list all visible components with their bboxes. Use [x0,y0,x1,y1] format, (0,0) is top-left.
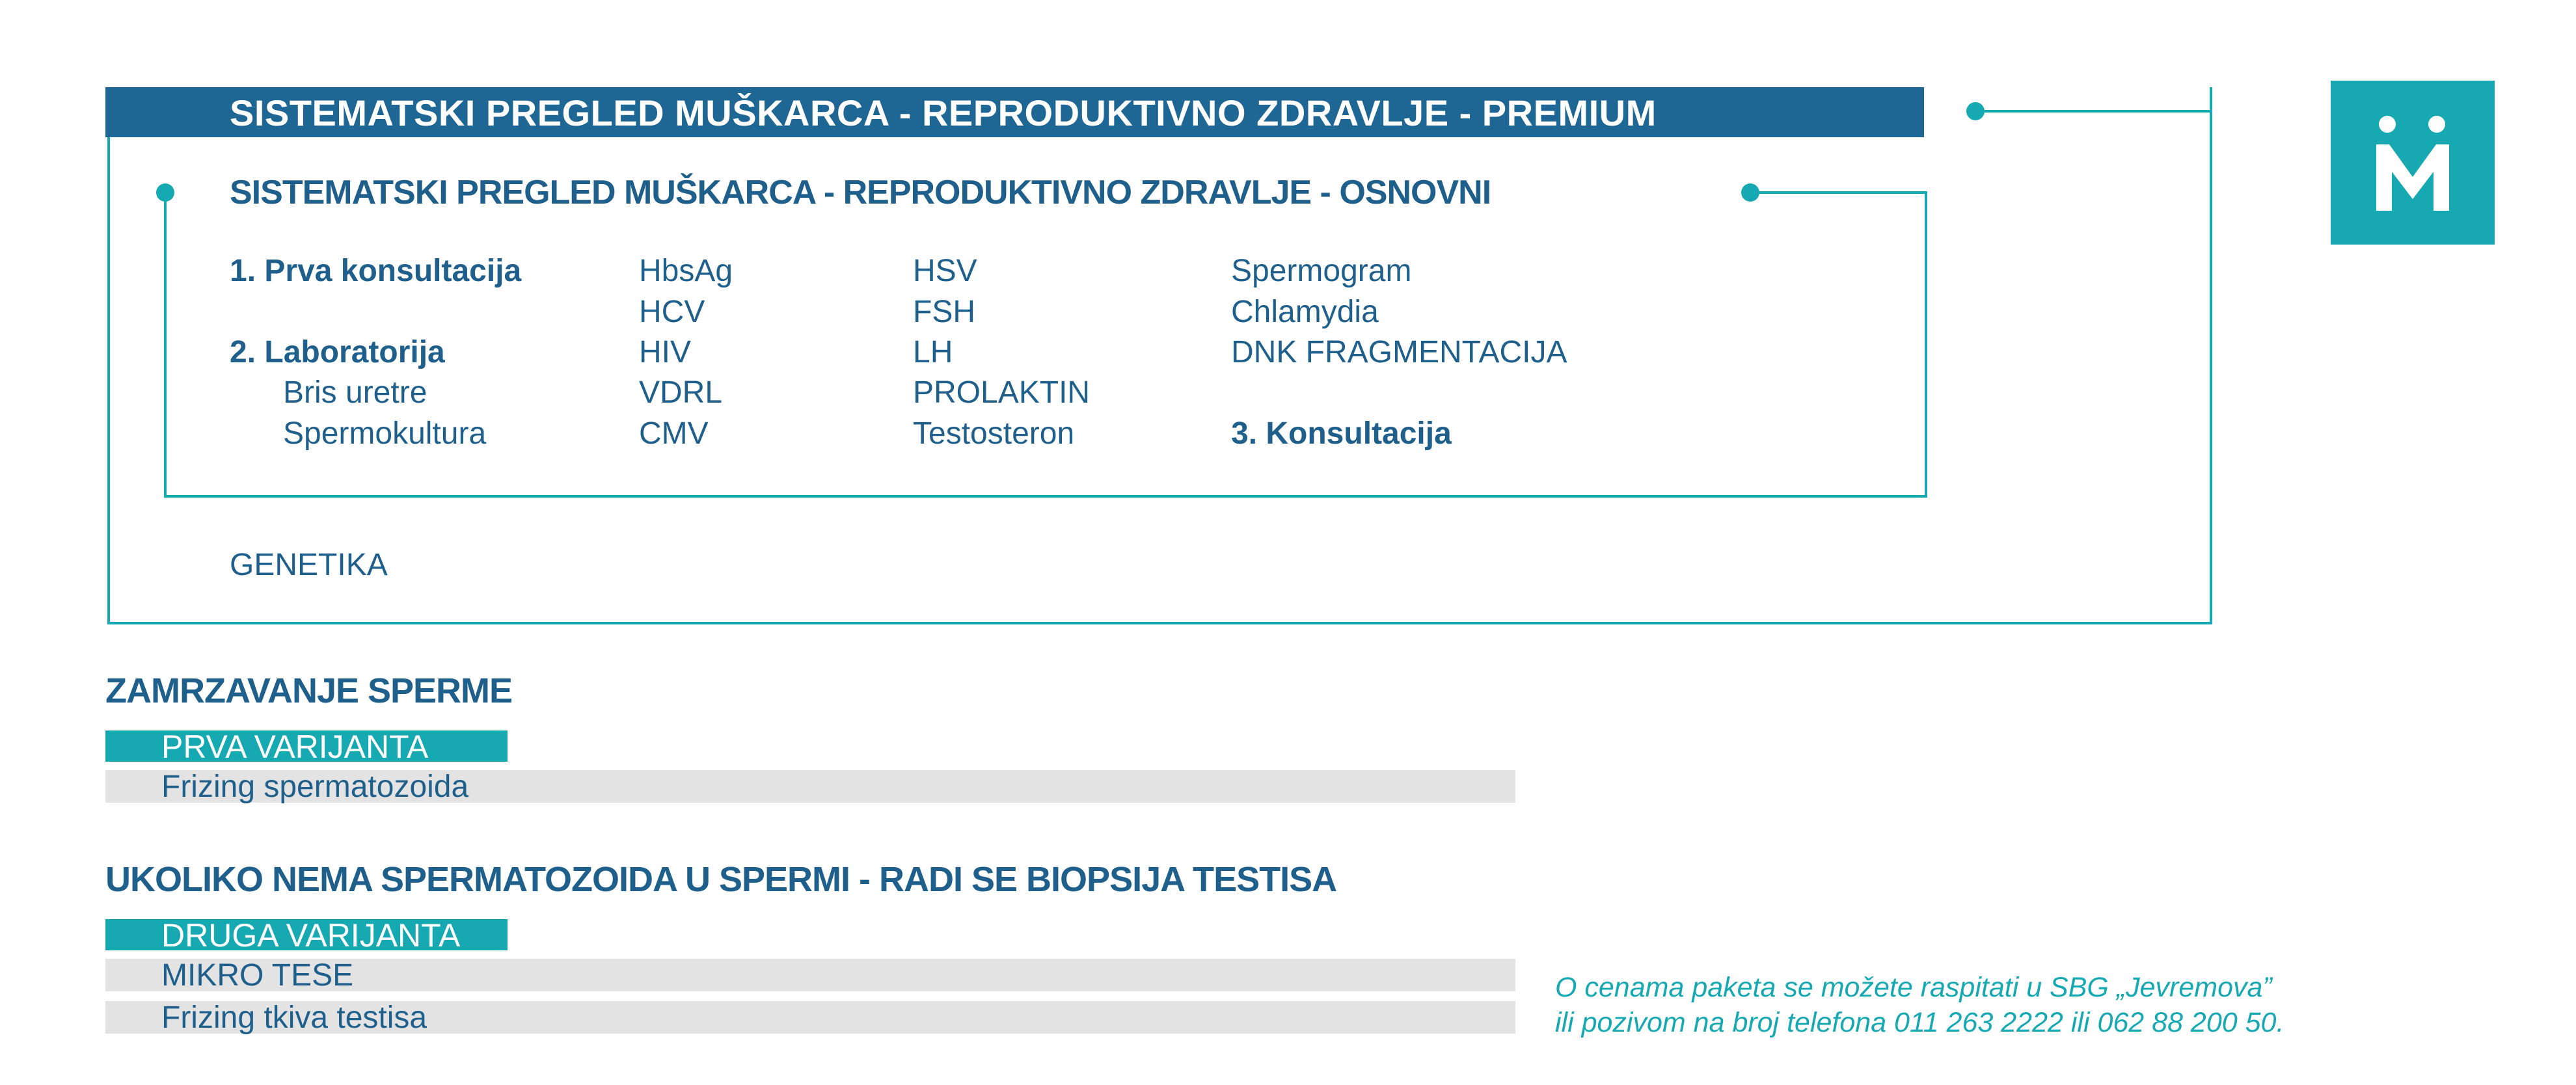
service-item: Frizing spermatozoida [161,770,469,804]
lab-item: CMV [639,416,709,451]
pricing-info-line-2: ili pozivom na broj telefona 011 263 2222 ili 062 88 200 50. [1555,1007,2285,1038]
lab-item: HCV [639,295,705,329]
lab-item: LH [913,335,953,369]
connector-dot-basic-left [156,183,174,202]
lab-item: DNK FRAGMENTACIJA [1231,335,1567,369]
lab-item: Spermokultura [283,416,487,451]
service-item: Frizing tkiva testisa [161,1000,427,1035]
logo-m-glyph [2331,81,2495,245]
step-final-consultation: 3. Konsultacija [1231,416,1452,451]
lab-item: FSH [913,295,975,329]
lab-item: PROLAKTIN [913,375,1091,410]
basic-box-right-border [1925,191,1927,498]
step-laboratory: 2. Laboratorija [230,335,445,369]
step-first-consultation: 1. Prva konsultacija [230,254,522,288]
lab-item: Chlamydia [1231,295,1379,329]
m-logo-icon [2331,81,2495,245]
lab-item: HIV [639,335,692,369]
service-item: MIKRO TESE [161,958,354,993]
basic-package-title: SISTEMATSKI PREGLED MUŠKARCA - REPRODUKTIVNO ZDRAVLJE - OSNOVNI [230,174,1491,211]
lab-item: Testosteron [913,416,1075,451]
biopsy-title: UKOLIKO NEMA SPERMATOZOIDA U SPERMI - RADI SE BIOPSIJA TESTISA [105,860,1337,899]
connector-line-premium [1975,110,2212,113]
pricing-info-line-1: O cenama paketa se možete raspitati u SBG „Jevremova” [1555,972,2272,1003]
connector-line-basic [1750,191,1927,194]
lab-item: HSV [913,254,977,288]
genetics-label: GENETIKA [230,548,388,582]
lab-item: HbsAg [639,254,733,288]
premium-package-title: SISTEMATSKI PREGLED MUŠKARCA - REPRODUKTIVNO ZDRAVLJE - PREMIUM [230,92,1657,133]
sperm-freezing-title: ZAMRZAVANJE SPERME [105,671,513,710]
lab-item: Bris uretre [283,375,427,410]
lab-item: VDRL [639,375,723,410]
first-variant-label: PRVA VARIJANTA [161,729,429,765]
lab-item: Spermogram [1231,254,1412,288]
second-variant-label: DRUGA VARIJANTA [161,917,461,954]
